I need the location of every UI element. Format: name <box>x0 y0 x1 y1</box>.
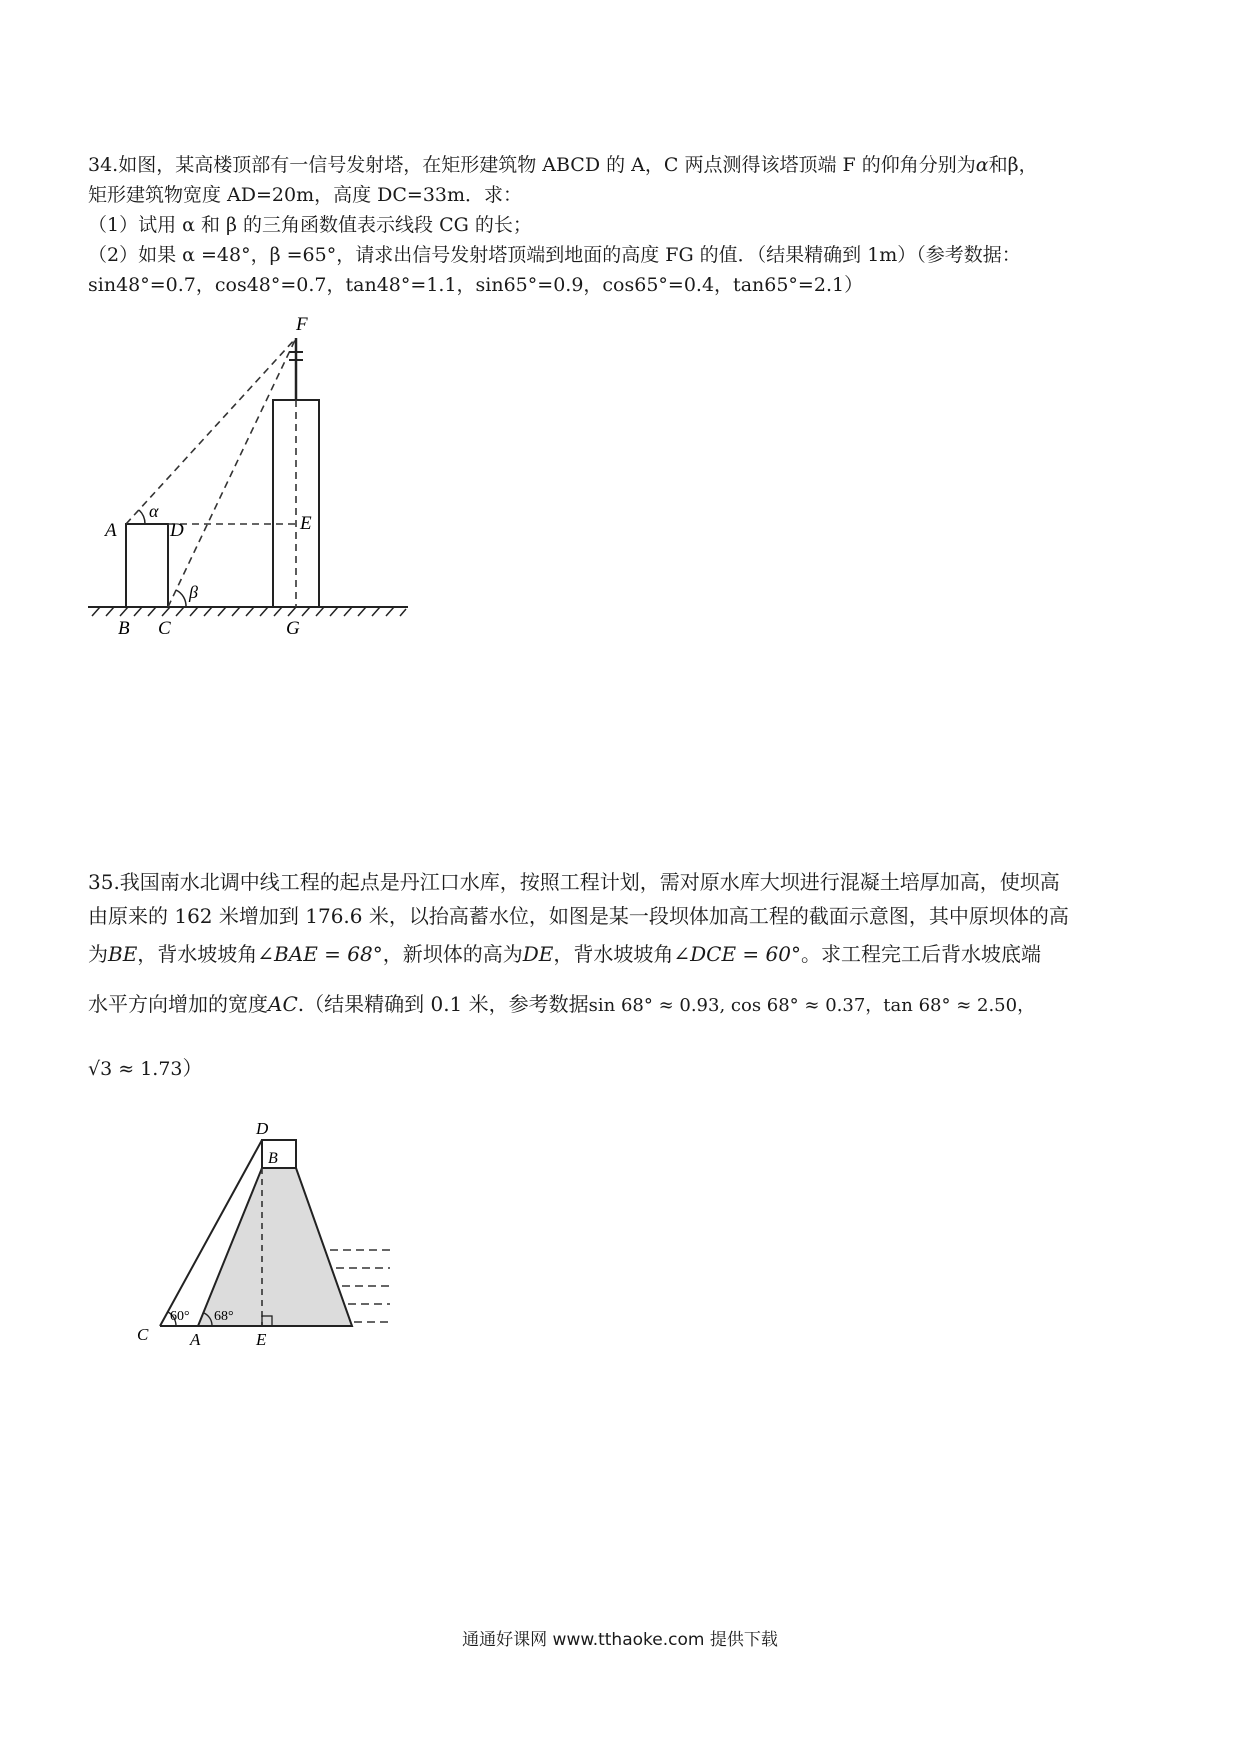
q35-line-5-end: ） <box>182 1056 203 1080</box>
q34-label-beta: β <box>189 582 198 602</box>
q34-label-G: G <box>286 618 300 639</box>
q35-line-1: 35.我国南水北调中线工程的起点是丹江口水库，按照工程计划，需对原水库大坝进行混凝土培厚加高，使坝高 <box>88 870 1060 894</box>
q35-line-2: 由原来的 162 米增加到 176.6 米，以抬高蓄水位，如图是某一段坝体加高工程的截面示意图，其中原坝体的高 <box>88 904 1069 928</box>
q35-line-3-c: ，新坝体的高为 <box>382 942 523 966</box>
q34-line-4: （2）如果 α =48°，β =65°，请求出信号发射塔顶端到地面的高度 FG 的值．（结果精确到 1m）（参考数据： <box>88 244 1021 266</box>
q34-line-5: sin48°=0.7，cos48°=0.7，tan48°=1.1，sin65°=0.9，cos65°=0.4，tan65°=2.1） <box>88 274 864 296</box>
q34-label-F: F <box>296 314 308 335</box>
q34-label-alpha: α <box>149 501 159 521</box>
q35-original-dam <box>198 1168 352 1326</box>
q35-label-E: E <box>256 1330 267 1349</box>
q34-beta: β <box>1007 154 1019 176</box>
q34-alpha: α <box>975 154 989 176</box>
q35-BE: BE <box>108 942 138 966</box>
q34-line-1-text: 34.如图，某高楼顶部有一信号发射塔，在矩形建筑物 ABCD 的 A，C 两点测得该塔顶端 F 的仰角分别为 <box>88 154 976 176</box>
q35-AC: AC <box>268 992 298 1016</box>
q35-label-A: A <box>190 1330 201 1349</box>
q35-line-3-d: ，背水坡坡角 <box>553 942 674 966</box>
q35-label-60: 60° <box>170 1309 190 1324</box>
q34-label-A: A <box>105 520 117 541</box>
q35-label-C: C <box>137 1325 149 1344</box>
q35-reference-data: sin 68° ≈ 0.93, cos 68° ≈ 0.37，tan 68° ≈ 2.50， <box>588 995 1036 1016</box>
q34-line-3: （1）试用 α 和 β 的三角函数值表示线段 CG 的长； <box>88 214 532 236</box>
q34-line-1-mid: 和 <box>988 154 1008 176</box>
q35-sqrt3-value: √3 ≈ 1.73 <box>88 1058 183 1080</box>
q35-label-B: B <box>268 1150 278 1167</box>
q35-label-68: 68° <box>214 1309 234 1324</box>
q34-label-E: E <box>300 513 312 534</box>
q34-line-1-end: ， <box>1018 154 1038 176</box>
q35-label-D: D <box>256 1119 269 1138</box>
q34-label-C: C <box>158 618 171 639</box>
q35-line-3-b: ，背水坡坡角 <box>137 942 258 966</box>
q35-DE: DE <box>522 942 554 966</box>
q35-line-3-e: 。求工程完工后背水坡底端 <box>800 942 1041 966</box>
q34-label-B: B <box>118 618 130 639</box>
q35-line-4-b: .（结果精确到 0.1 米，参考数据 <box>297 992 589 1016</box>
q34-label-D: D <box>170 520 184 541</box>
q35-angle-DCE: ∠DCE = 60° <box>673 942 801 966</box>
q35-line-4-a: 水平方向增加的宽度 <box>88 992 268 1016</box>
page-footer: 通通好课网 www.tthaoke.com 提供下载 <box>462 1630 778 1650</box>
q35-line-3-a: 为 <box>88 942 108 966</box>
q34-line-2: 矩形建筑物宽度 AD=20m，高度 DC=33m．求： <box>88 184 523 206</box>
q35-angle-BAE: ∠BAE = 68° <box>257 942 383 966</box>
